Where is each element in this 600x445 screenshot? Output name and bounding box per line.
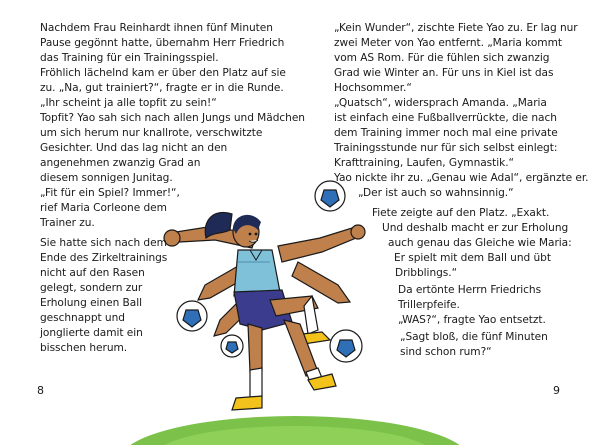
text-line: um sich herum nur knallrote, verschwitzte xyxy=(40,127,263,139)
text-line: zwei Meter von Yao entfernt. „Maria kommt xyxy=(334,37,562,49)
text-line: Trillerpfeife. xyxy=(398,299,460,311)
text-line: Trainingsstunde nur für sich selbst einlegt: xyxy=(334,142,558,154)
text-line: ist einfach eine Fußballverrückte, die nach xyxy=(334,112,557,124)
text-line: Hochsommer.“ xyxy=(334,82,412,94)
text-line: Und deshalb macht er zur Erholung xyxy=(382,222,569,234)
text-line: „Ihr scheint ja alle topfit zu sein!“ xyxy=(40,97,217,109)
text-line: auch genau das Gleiche wie Maria: xyxy=(388,237,572,249)
text-line: bisschen herum. xyxy=(40,342,128,354)
text-line: Fröhlich lächelnd kam er über den Platz auf sie xyxy=(40,67,286,79)
text-line: Krafttraining, Laufen, Gymnastik.“ xyxy=(334,157,514,169)
text-line: Gesichter. Und das lag nicht an den xyxy=(40,142,228,154)
text-line: jonglierte damit ein xyxy=(40,327,143,339)
text-line: Ende des Zirkeltrainings xyxy=(40,252,168,264)
text-line: diesem sonnigen Junitag. xyxy=(40,172,173,184)
text-line: Nachdem Frau Reinhardt ihnen fünf Minuten xyxy=(40,22,273,34)
text-line: Trainer zu. xyxy=(40,217,95,229)
text-line: „Quatsch“, widersprach Amanda. „Maria xyxy=(334,97,547,109)
text-line: „Der ist auch so wahnsinnig.“ xyxy=(358,187,514,199)
text-line: angenehmen zwanzig Grad an xyxy=(40,157,201,169)
text-line: „Kein Wunder“, zischte Fiete Yao zu. Er lag nur xyxy=(334,22,578,34)
text-line: „Sagt bloß, die fünf Minuten xyxy=(400,331,548,343)
text-line: vom AS Rom. Für die fühlen sich zwanzig xyxy=(334,52,550,64)
text-line: Er spielt mit dem Ball und übt xyxy=(394,252,551,264)
text-line: das Training für ein Trainingsspiel. xyxy=(40,52,219,64)
text-line: nicht auf den Rasen xyxy=(40,267,145,279)
text-line: dem Training immer noch mal eine private xyxy=(334,127,558,139)
text-line: Erholung einen Ball xyxy=(40,297,142,309)
text-line: Fiete zeigte auf den Platz. „Exakt. xyxy=(372,207,550,219)
right-page-number: 9 xyxy=(553,384,560,397)
left-page-number: 8 xyxy=(37,384,44,397)
text-line: Dribblings.“ xyxy=(395,267,458,279)
text-line: gelegt, sondern zur xyxy=(40,282,143,294)
text-line: geschnappt und xyxy=(40,312,125,324)
text-line: rief Maria Corleone dem xyxy=(40,202,167,214)
text-line: Pause gegönnt hatte, übernahm Herr Friedrich xyxy=(40,37,285,49)
text-line: Yao nickte ihr zu. „Genau wie Adal“, ergänzte er. xyxy=(334,172,589,184)
text-line: zu. „Na, gut trainiert?“, fragte er in die Runde. xyxy=(40,82,284,94)
text-line: sind schon rum?“ xyxy=(400,346,492,358)
text-line: Topfit? Yao sah sich nach allen Jungs und Mädchen xyxy=(40,112,305,124)
text-line: „WAS?“, fragte Yao entsetzt. xyxy=(398,314,546,326)
text-line: „Fit für ein Spiel? Immer!“, xyxy=(40,187,180,199)
text-line: Grad wie Winter an. Für uns in Kiel ist das xyxy=(334,67,554,79)
text-line: Sie hatte sich nach dem xyxy=(40,237,167,249)
text-line: Da ertönte Herrn Friedrichs xyxy=(398,284,542,296)
